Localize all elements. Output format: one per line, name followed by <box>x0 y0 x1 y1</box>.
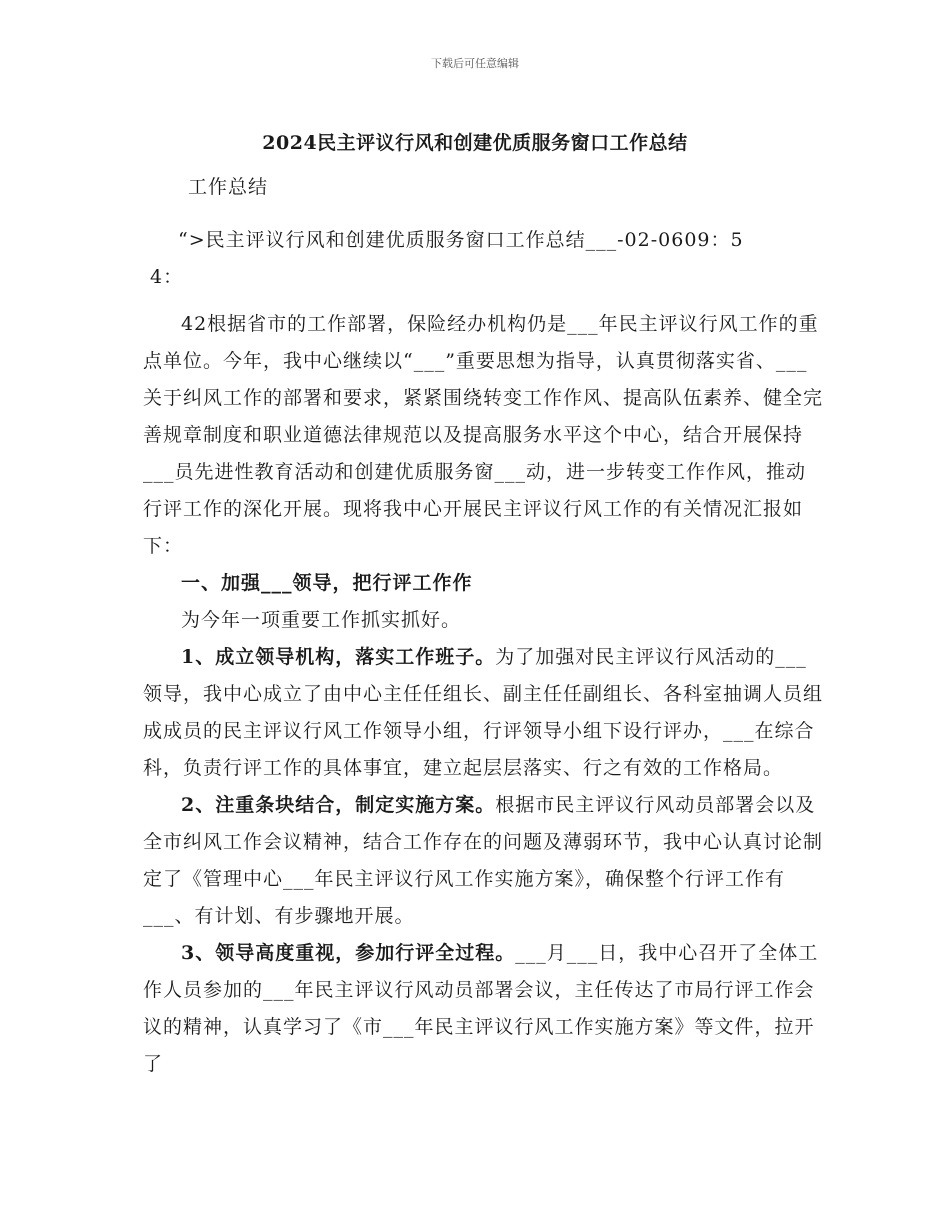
paragraph-text: 42根据省市的工作部署，保险经办机构仍是___年民主评议行风工作的重点单位。今年，我中心继续以“___”重要思想为指导，认真贯彻落实省、___关于纠风工作的部署和要求，紧紧围绕转变工作作风、提高队伍素养、健全完善规章制度和职业道德法律规范以及提高服务水平这个中心，结合开展保持___员先进性教育活动和创建优质服务窗___动，进一步转变工作作风，推动行评工作的深化开展。现将我中心开展民主评议行风工作的有关情况汇报如下： <box>143 313 824 557</box>
page-header-note: 下载后可任意编辑 <box>431 57 519 70</box>
document-title: 2024民主评议行风和创建优质服务窗口工作总结 <box>262 132 688 154</box>
paragraph <box>143 935 823 1083</box>
paragraph-lead: 1、成立领导机构，落实工作班子。 <box>181 646 496 668</box>
paragraph-text: ___月___日，我中心召开了全体工作人员参加的___年民主评议行风动员部署会议，主任传达了市局行评工作会议的精神，认真学习了《市___年民主评议行风工作实施方案》等文件，拉开了 <box>143 942 819 1075</box>
paragraph-text: 为今年一项重要工作抓实抓好。 <box>181 609 462 631</box>
document-meta-line-2: 4： <box>150 266 184 288</box>
document-body <box>143 306 823 1083</box>
document-label: 工作总结 <box>188 176 269 198</box>
paragraph-text: 为了加强对民主评议行风活动的___领导，我中心成立了由中心主任任组长、副主任任副组长、各科室抽调人员组成成员的民主评议行风工作领导小组，行评领导小组下设行评办，___在综合科，负责行评工作的具体事宜，建立起层层落实、行之有效的工作格局。 <box>143 646 824 779</box>
section-heading-text: 一、加强___领导，把行评工作作 <box>181 572 473 594</box>
paragraph-lead: 2、注重条块结合，制定实施方案。 <box>181 794 496 816</box>
paragraph <box>143 306 823 565</box>
paragraph <box>143 639 823 787</box>
section-heading <box>143 565 823 602</box>
paragraph <box>143 787 823 935</box>
document-meta-line: “>民主评议行风和创建优质服务窗口工作总结___-02-0609：5 <box>178 229 744 251</box>
paragraph <box>143 602 823 639</box>
paragraph-lead: 3、领导高度重视，参加行评全过程。 <box>181 942 516 964</box>
paragraph-text: 根据市民主评议行风动员部署会以及全市纠风工作会议精神，结合工作存在的问题及薄弱环节，我中心认真讨论制定了《管理中心___年民主评议行风工作实施方案》，确保整个行评工作有___、有计划、有步骤地开展。 <box>143 794 824 927</box>
